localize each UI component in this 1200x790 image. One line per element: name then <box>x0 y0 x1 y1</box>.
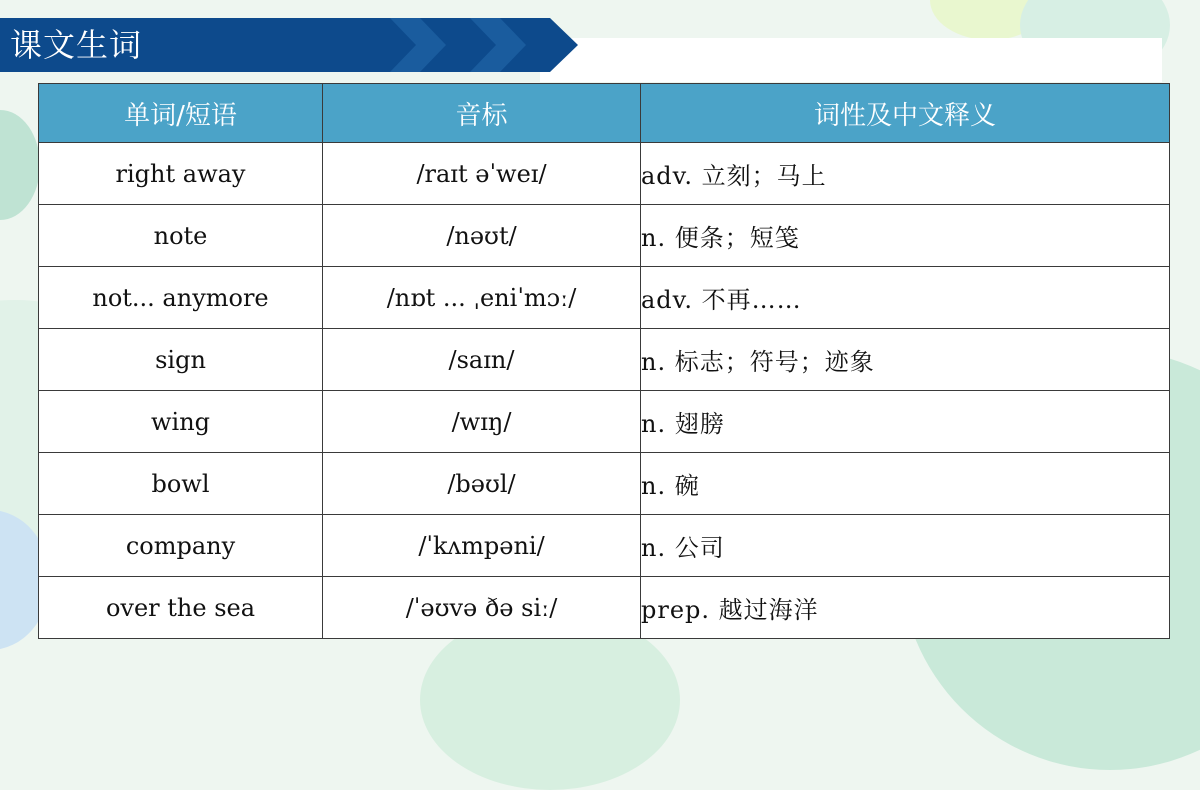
meaning-cell: prep. 越过海洋 <box>641 577 1170 639</box>
word-cell: sign <box>39 329 323 391</box>
table-row <box>39 205 1170 267</box>
word-cell: right away <box>39 143 323 205</box>
word-cell: company <box>39 515 323 577</box>
word-cell: bowl <box>39 453 323 515</box>
table-row <box>39 391 1170 453</box>
phonetic-cell: /ˈəʊvə ðə siː/ <box>323 577 641 639</box>
word-cell: not... anymore <box>39 267 323 329</box>
phonetic-cell: /ˈkʌmpəni/ <box>323 515 641 577</box>
word-cell: wing <box>39 391 323 453</box>
column-header-meaning: 词性及中文释义 <box>641 84 1170 143</box>
table-row <box>39 329 1170 391</box>
page-title: 课文生词 <box>10 26 143 64</box>
meaning-cell: adv. 立刻；马上 <box>641 143 1170 205</box>
phonetic-cell: /saɪn/ <box>323 329 641 391</box>
meaning-cell: n. 标志；符号；迹象 <box>641 329 1170 391</box>
phonetic-cell: /raɪt əˈweɪ/ <box>323 143 641 205</box>
phonetic-cell: /bəʊl/ <box>323 453 641 515</box>
table-row <box>39 577 1170 639</box>
decor-circle <box>0 110 40 220</box>
phonetic-cell: /nəʊt/ <box>323 205 641 267</box>
meaning-cell: n. 便条；短笺 <box>641 205 1170 267</box>
title-bar-background <box>540 38 1162 82</box>
column-header-word: 单词/短语 <box>39 84 323 143</box>
meaning-cell: n. 公司 <box>641 515 1170 577</box>
vocabulary-table <box>38 83 1170 639</box>
phonetic-cell: /nɒt ... ˌeniˈmɔː/ <box>323 267 641 329</box>
table-row <box>39 143 1170 205</box>
meaning-cell: n. 碗 <box>641 453 1170 515</box>
table-header-row <box>39 84 1170 143</box>
word-cell: over the sea <box>39 577 323 639</box>
meaning-cell: adv. 不再…… <box>641 267 1170 329</box>
table-row <box>39 453 1170 515</box>
word-cell: note <box>39 205 323 267</box>
phonetic-cell: /wɪŋ/ <box>323 391 641 453</box>
table-row <box>39 267 1170 329</box>
table-row <box>39 515 1170 577</box>
column-header-phonetic: 音标 <box>323 84 641 143</box>
meaning-cell: n. 翅膀 <box>641 391 1170 453</box>
